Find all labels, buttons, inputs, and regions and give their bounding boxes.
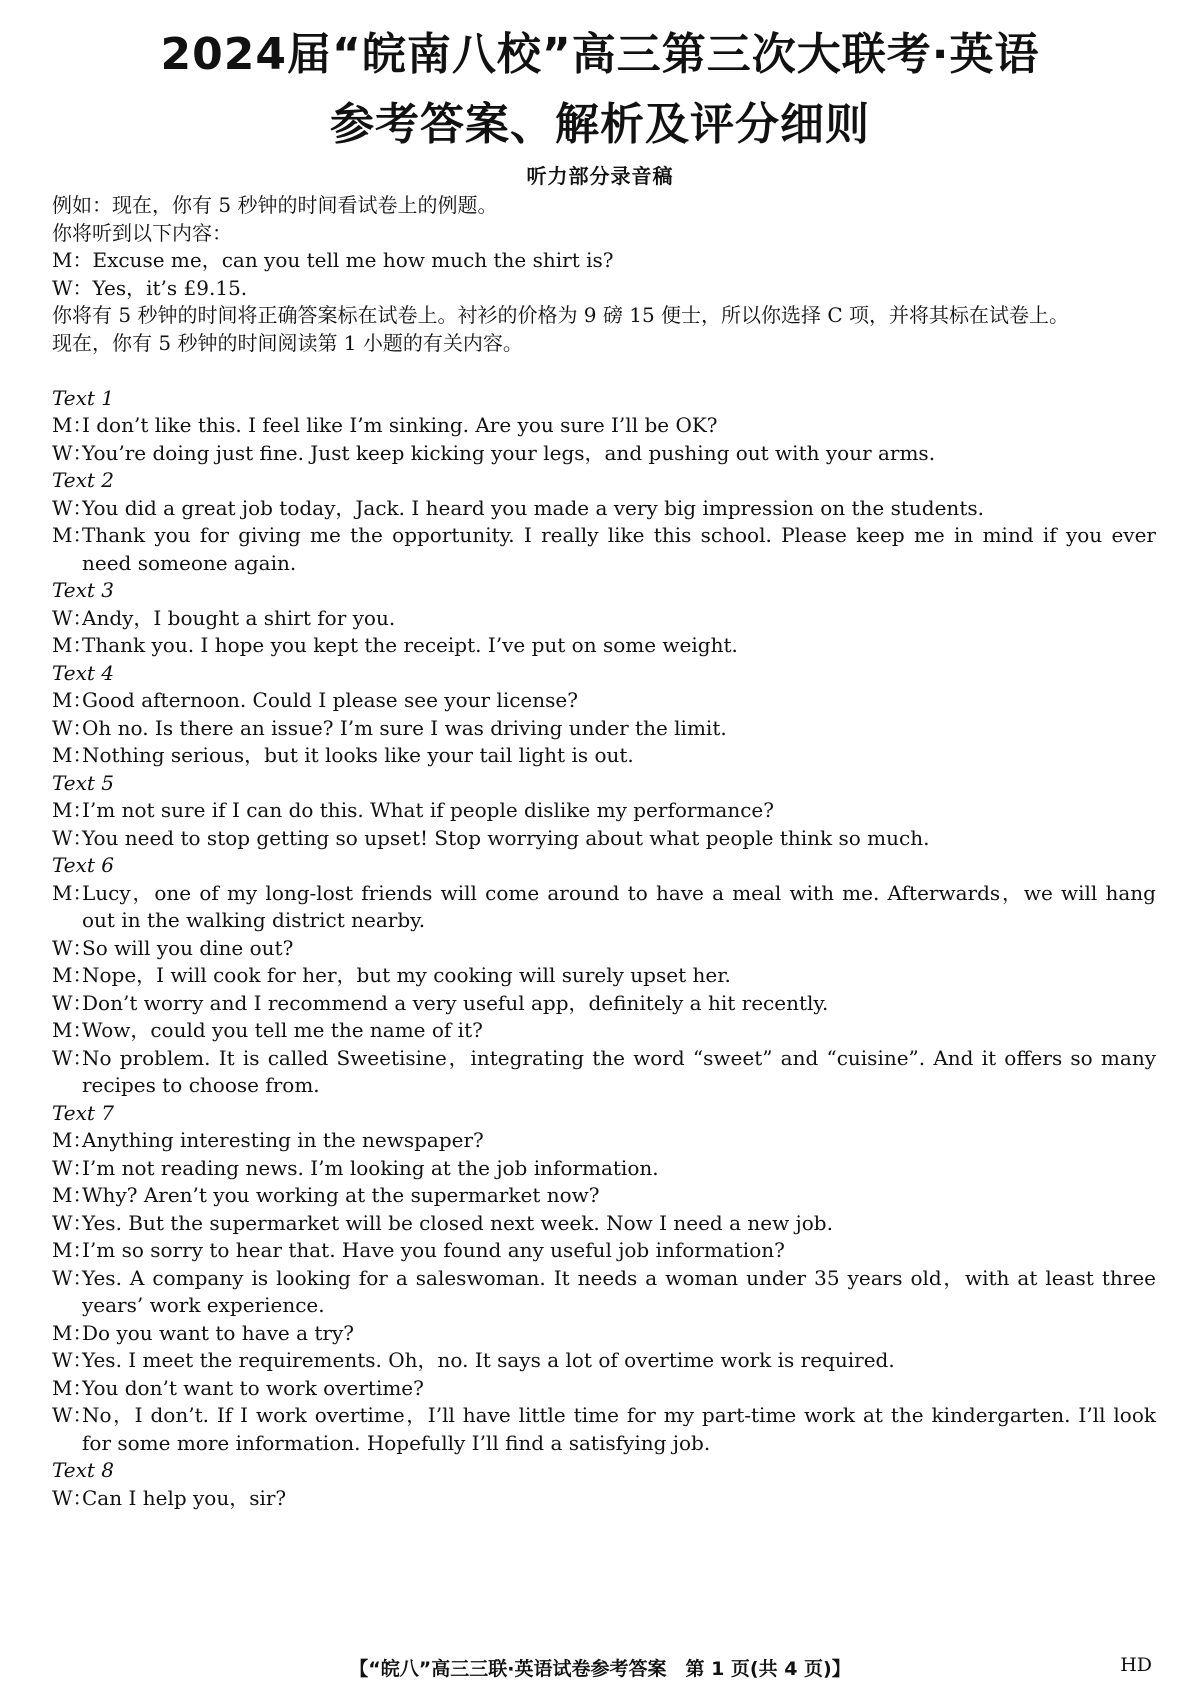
speaker-label: W：	[52, 1045, 93, 1070]
utterance-text: Wow，could you tell me the name of it?	[82, 1018, 483, 1042]
speaker-label: M：	[52, 963, 93, 987]
section-heading: 听力部分录音稿	[526, 164, 674, 188]
dialogue-turn	[52, 1182, 1156, 1210]
utterance-text: Lucy，one of my long-lost friends will come around to have a meal with me. Afterwards，we will hang out in the walking district nearby.	[82, 880, 1156, 932]
utterance-text: Yes. A company is looking for a saleswoman. It needs a woman under 35 years old，with at least three years’ work experience.	[82, 1265, 1156, 1317]
utterance-text: You’re doing just fine. Just keep kicking your legs，and pushing out with your arms.	[82, 440, 936, 465]
intro-line: 现在，你有 5 秒钟的时间阅读第 1 小题的有关内容。	[52, 330, 523, 355]
footer-code: HD	[1120, 1654, 1152, 1676]
intro-line: W：Yes，it’s £9.15.	[52, 275, 248, 300]
dialogue-turn	[52, 1375, 1156, 1403]
dialogue-turn	[52, 1155, 1156, 1183]
dialogue-turn	[52, 990, 1156, 1018]
utterance-text: Andy，I bought a shirt for you.	[82, 605, 396, 630]
dialogue-turn	[52, 1265, 1156, 1320]
utterance-text: Do you want to have a try?	[82, 1320, 354, 1345]
intro-line: 你将有 5 秒钟的时间将正确答案标在试卷上。衬衫的价格为 9 磅 15 便士，所以你选择 C 项，并将其标在试卷上。	[52, 303, 1070, 327]
utterance-text: Oh no. Is there an issue? I’m sure I was driving under the limit.	[82, 715, 727, 740]
utterance-text: No problem. It is called Sweetisine，integrating the word “sweet” and “cuisine”. And it offers so many recipes to choose from.	[82, 1045, 1156, 1097]
dialogue-turn	[52, 1127, 1156, 1155]
speaker-label: M：	[52, 1183, 93, 1207]
utterance-text: You need to stop getting so upset! Stop worrying about what people think so much.	[82, 825, 930, 850]
text-label: Text 3	[52, 578, 115, 602]
dialogue-turn	[52, 522, 1156, 577]
speaker-label: W：	[52, 1348, 93, 1372]
dialogue-turn	[52, 1237, 1156, 1265]
dialogue-turn	[52, 1320, 1156, 1348]
dialogue-turn	[52, 1485, 1156, 1513]
utterance-text: You did a great job today，Jack. I heard you made a very big impression on the students.	[82, 495, 984, 520]
dialogue-turn	[52, 935, 1156, 963]
utterance-text: Can I help you，sir?	[82, 1485, 287, 1510]
utterance-text: No，I don’t. If I work overtime，I’ll have little time for my part-time work at the kindergarten. I’ll look for some more information. Hopefully I’ll find a satisfying job.	[82, 1403, 1156, 1455]
speaker-label: W：	[52, 495, 93, 520]
blank-line	[52, 357, 1156, 385]
intro-line: M：Excuse me，can you tell me how much the shirt is?	[52, 248, 614, 272]
utterance-text: Good afternoon. Could I please see your license?	[82, 688, 578, 712]
utterance-text: I don’t like this. I feel like I’m sinking. Are you sure I’ll be OK?	[82, 413, 718, 437]
utterance-text: I’m so sorry to hear that. Have you found any useful job information?	[82, 1238, 785, 1262]
speaker-label: W：	[52, 825, 93, 850]
footer-text: 【“皖八”高三三联·英语试卷参考答案 第 1 页(共 4 页)】	[349, 1658, 851, 1680]
speaker-label: M：	[52, 413, 93, 437]
text-label: Text 7	[52, 1100, 115, 1125]
dialogue-turn	[52, 1347, 1156, 1375]
dialogue-turn	[52, 825, 1156, 853]
page-title: 2024届“皖南八校”高三第三次大联考·英语	[160, 29, 1040, 80]
dialogue-turn	[52, 715, 1156, 743]
dialogue-turn	[52, 440, 1156, 468]
dialogue-turn	[52, 1017, 1156, 1045]
text-label: Text 2	[52, 468, 115, 492]
utterance-text: Yes. I meet the requirements. Oh，no. It says a lot of overtime work is required.	[82, 1348, 895, 1372]
speaker-label: M：	[52, 880, 93, 905]
intro-line: 例如：现在，你有 5 秒钟的时间看试卷上的例题。	[52, 193, 498, 217]
text-label: Text 5	[52, 770, 115, 795]
utterance-text: I’m not sure if I can do this. What if people dislike my performance?	[82, 798, 774, 822]
dialogue-turn	[52, 797, 1156, 825]
utterance-text: Why? Aren’t you working at the supermarket now?	[82, 1183, 600, 1207]
text-label: Text 6	[52, 853, 115, 877]
speaker-label: W：	[52, 1403, 93, 1427]
dialogue-turn	[52, 1402, 1156, 1457]
utterance-text: So will you dine out?	[82, 935, 294, 960]
speaker-label: M：	[52, 1238, 93, 1262]
utterance-text: Nothing serious，but it looks like your tail light is out.	[82, 743, 634, 767]
speaker-label: M：	[52, 1018, 93, 1042]
dialogue-turn	[52, 412, 1156, 440]
speaker-label: M：	[52, 633, 93, 657]
speaker-label: W：	[52, 935, 93, 960]
speaker-label: W：	[52, 440, 93, 465]
utterance-text: Thank you. I hope you kept the receipt. I’ve put on some weight.	[82, 633, 738, 657]
utterance-text: I’m not reading news. I’m looking at the job information.	[82, 1155, 659, 1180]
page-footer	[0, 1654, 1200, 1684]
text-label: Text 8	[52, 1458, 115, 1482]
utterance-text: You don’t want to work overtime?	[82, 1375, 424, 1400]
dialogue-turn	[52, 880, 1156, 935]
utterance-text: Nope，I will cook for her，but my cooking will surely upset her.	[82, 963, 731, 987]
speaker-label: M：	[52, 1320, 93, 1345]
dialogue-turn	[52, 742, 1156, 770]
speaker-label: M：	[52, 1128, 93, 1152]
utterance-text: Yes. But the supermarket will be closed next week. Now I need a new job.	[82, 1210, 833, 1235]
speaker-label: W：	[52, 990, 93, 1015]
speaker-label: W：	[52, 1265, 93, 1290]
text-label: Text 1	[52, 385, 115, 410]
speaker-label: W：	[52, 605, 93, 630]
speaker-label: M：	[52, 688, 93, 712]
speaker-label: W：	[52, 1210, 93, 1235]
dialogue-turn	[52, 605, 1156, 633]
speaker-label: M：	[52, 523, 93, 547]
speaker-label: M：	[52, 798, 93, 822]
text-label: Text 4	[52, 660, 115, 685]
page-subtitle: 参考答案、解析及评分细则	[330, 99, 870, 150]
speaker-label: W：	[52, 715, 93, 740]
utterance-text: Don’t worry and I recommend a very useful app，definitely a hit recently.	[82, 990, 829, 1015]
intro-line: 你将听到以下内容：	[52, 220, 232, 245]
transcript-body	[52, 192, 1156, 1512]
speaker-label: W：	[52, 1485, 93, 1510]
dialogue-turn	[52, 495, 1156, 523]
dialogue-texts	[52, 385, 1156, 1513]
dialogue-turn	[52, 1210, 1156, 1238]
utterance-text: Anything interesting in the newspaper?	[82, 1128, 484, 1152]
speaker-label: M：	[52, 1375, 93, 1400]
speaker-label: W：	[52, 1155, 93, 1180]
dialogue-turn	[52, 962, 1156, 990]
dialogue-turn	[52, 1045, 1156, 1100]
speaker-label: M：	[52, 743, 93, 767]
dialogue-turn	[52, 687, 1156, 715]
dialogue-turn	[52, 632, 1156, 660]
utterance-text: Thank you for giving me the opportunity. I really like this school. Please keep me in mind if you ever need someone again.	[82, 523, 1156, 575]
